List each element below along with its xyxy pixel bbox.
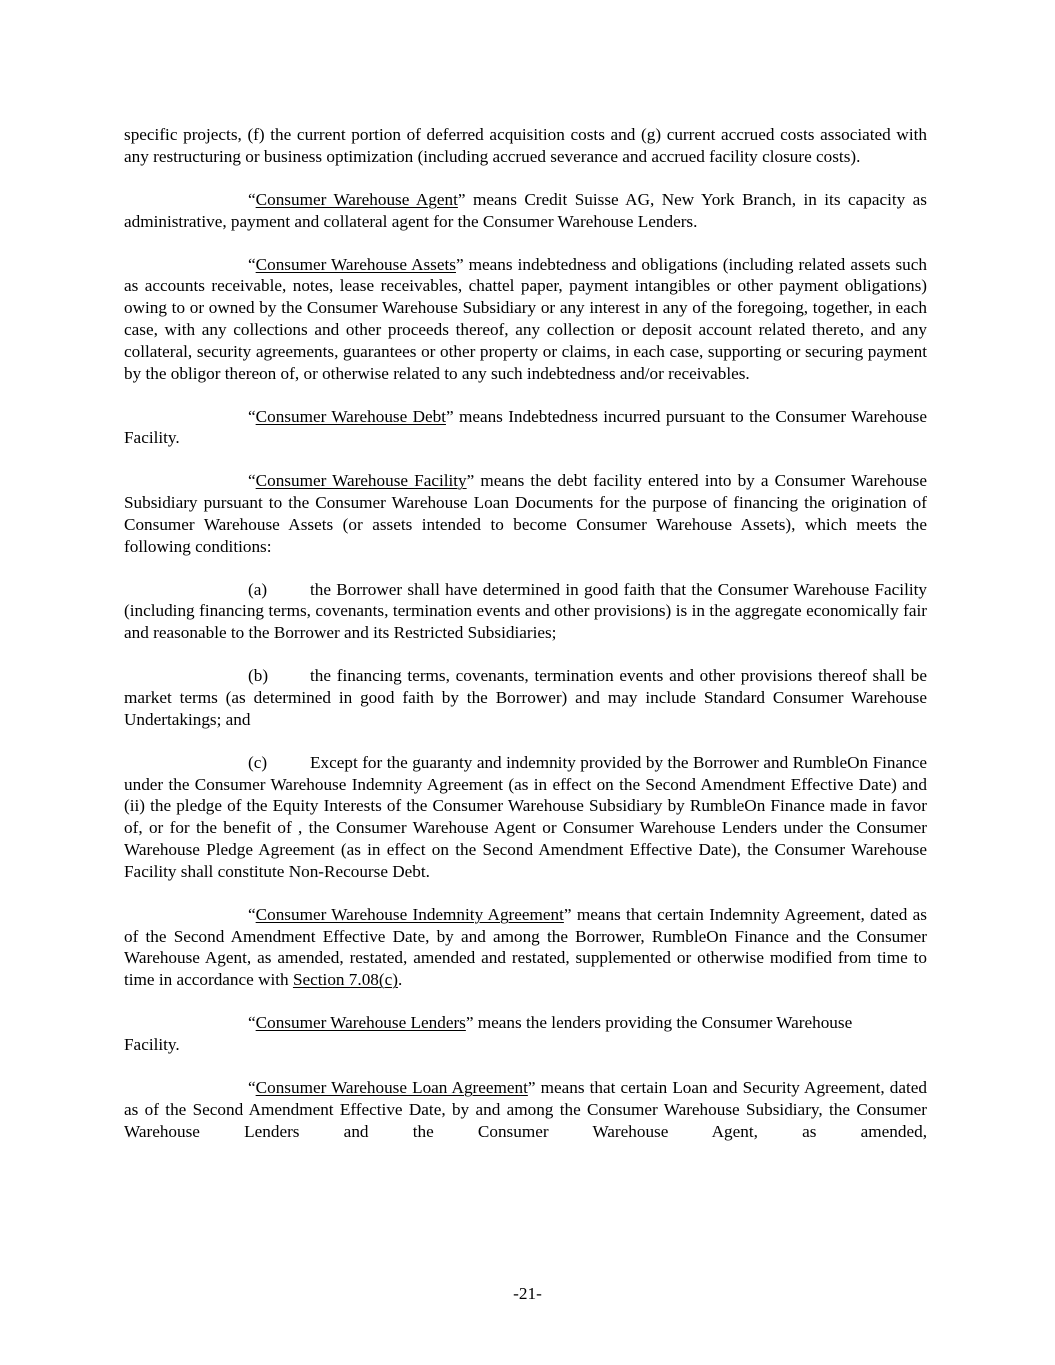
- paragraph-intro: specific projects, (f) the current portion of deferred acquisition costs and (g) current accrued costs associated with any restructuring or business optimization (including accrued severance and accrued facility closure costs).: [124, 125, 927, 166]
- open-quote: “: [248, 406, 256, 426]
- defined-term: Consumer Warehouse Loan Agreement: [255, 1077, 528, 1097]
- clause-c: [124, 752, 927, 883]
- definition-text: means Indebtedness incurred pursuant to the Consumer Warehouse Facility.: [124, 406, 927, 448]
- definition-consumer-warehouse-facility: [124, 470, 927, 557]
- defined-term: Consumer Warehouse Agent: [255, 189, 458, 209]
- definition-text: means the debt facility entered into by a Consumer Warehouse Subsidiary pursuant to the Consumer Warehouse Loan Documents for the purpose of financing the origination of Consumer Warehouse Assets (or assets intended to become Consumer Warehouse Assets), which meets the following conditions:: [124, 471, 927, 556]
- open-quote: “: [248, 254, 256, 274]
- definition-text: means indebtedness and obligations (including related assets such as accounts receivable, notes, lease receivables, chattel paper, payment intangibles or other payment obligations) owing to or owned by the Consumer Warehouse Subsidiary or any interest in any of the foregoing, together, in each case, with any collections and other proceeds thereof, any collection or deposit account related thereto, and any collateral, security agreements, guarantees or other property or claims, in each case, supporting or securing payment by the obligor thereon of, or otherwise related to any such indebtedness and/or receivables.: [124, 254, 927, 383]
- open-quote: “: [248, 471, 256, 491]
- close-quote: ”: [466, 471, 475, 491]
- definition-consumer-warehouse-lenders: [124, 1012, 927, 1056]
- definition-consumer-warehouse-debt: [124, 406, 927, 450]
- open-quote: “: [248, 904, 256, 924]
- close-quote: ”: [457, 189, 466, 209]
- defined-term: Consumer Warehouse Indemnity Agreement: [255, 904, 564, 924]
- definition-tail: Facility.: [124, 1034, 180, 1054]
- definition-consumer-warehouse-indemnity-agreement: [124, 904, 927, 991]
- definition-text: means that certain Loan and Security Agreement, dated as of the Second Amendment Effective Date, by and among the Consumer Warehouse Subsidiary, the Consumer Warehouse Lenders and the Consumer Warehouse Agent, as amended,: [124, 1077, 927, 1141]
- definition-consumer-warehouse-agent: [124, 189, 927, 233]
- clause-text: the Borrower shall have determined in good faith that the Consumer Warehouse Facility (including financing terms, covenants, termination events and other provisions) is in the aggregate economically fair and reasonable to the Borrower and its Restricted Subsidiaries;: [124, 579, 927, 643]
- open-quote: “: [248, 189, 256, 209]
- close-quote: ”: [527, 1077, 536, 1097]
- clause-a: [124, 579, 927, 644]
- close-quote: ”: [465, 1013, 474, 1033]
- clause-label: (b): [248, 666, 269, 686]
- section-reference-link[interactable]: Section 7.08(c): [292, 970, 398, 990]
- clause-text: the financing terms, covenants, termination events and other provisions thereof shall be market terms (as determined in good faith by the Borrower) and may include Standard Consumer Warehouse Undertakings; and: [124, 666, 927, 729]
- close-quote: ”: [445, 406, 454, 426]
- definition-text: means that certain Indemnity Agreement, dated as of the Second Amendment Effective Date, by and among the Borrower, RumbleOn Finance and the Consumer Warehouse Agent, as amended, restated, amended and restated, supplemented or otherwise modified from time to time in accordance with: [124, 904, 927, 990]
- definition-tail: .: [397, 970, 403, 990]
- clause-text: Except for the guaranty and indemnity provided by the Borrower and RumbleOn Finance under the Consumer Warehouse Indemnity Agreement (as in effect on the Second Amendment Effective Date) and (ii) the pledge of the Equity Interests of the Consumer Warehouse Subsidiary by RumbleOn Finance made in favor of, or for the benefit of , the Consumer Warehouse Agent or Consumer Warehouse Lenders under the Consumer Warehouse Pledge Agreement (as in effect on the Second Amendment Effective Date), the Consumer Warehouse Facility shall constitute Non-Recourse Debt.: [124, 752, 927, 881]
- document-body: [124, 124, 927, 1164]
- clause-b: [124, 665, 927, 730]
- page-number: -21-: [513, 1284, 542, 1303]
- definition-consumer-warehouse-loan-agreement: [124, 1077, 927, 1142]
- defined-term: Consumer Warehouse Assets: [255, 254, 456, 274]
- defined-term: Consumer Warehouse Facility: [255, 471, 467, 491]
- clause-label: (c): [248, 752, 268, 772]
- definition-consumer-warehouse-assets: [124, 254, 927, 385]
- open-quote: “: [248, 1077, 256, 1097]
- close-quote: ”: [455, 254, 464, 274]
- open-quote: “: [248, 1013, 256, 1033]
- definition-text: means Credit Suisse AG, New York Branch, in its capacity as administrative, payment and collateral agent for the Consumer Warehouse Lenders.: [124, 189, 927, 231]
- defined-term: Consumer Warehouse Lenders: [255, 1013, 466, 1033]
- close-quote: ”: [563, 904, 572, 924]
- definition-text: means the lenders providing the Consumer Warehouse: [473, 1013, 853, 1033]
- defined-term: Consumer Warehouse Debt: [255, 406, 446, 426]
- clause-label: (a): [248, 579, 268, 599]
